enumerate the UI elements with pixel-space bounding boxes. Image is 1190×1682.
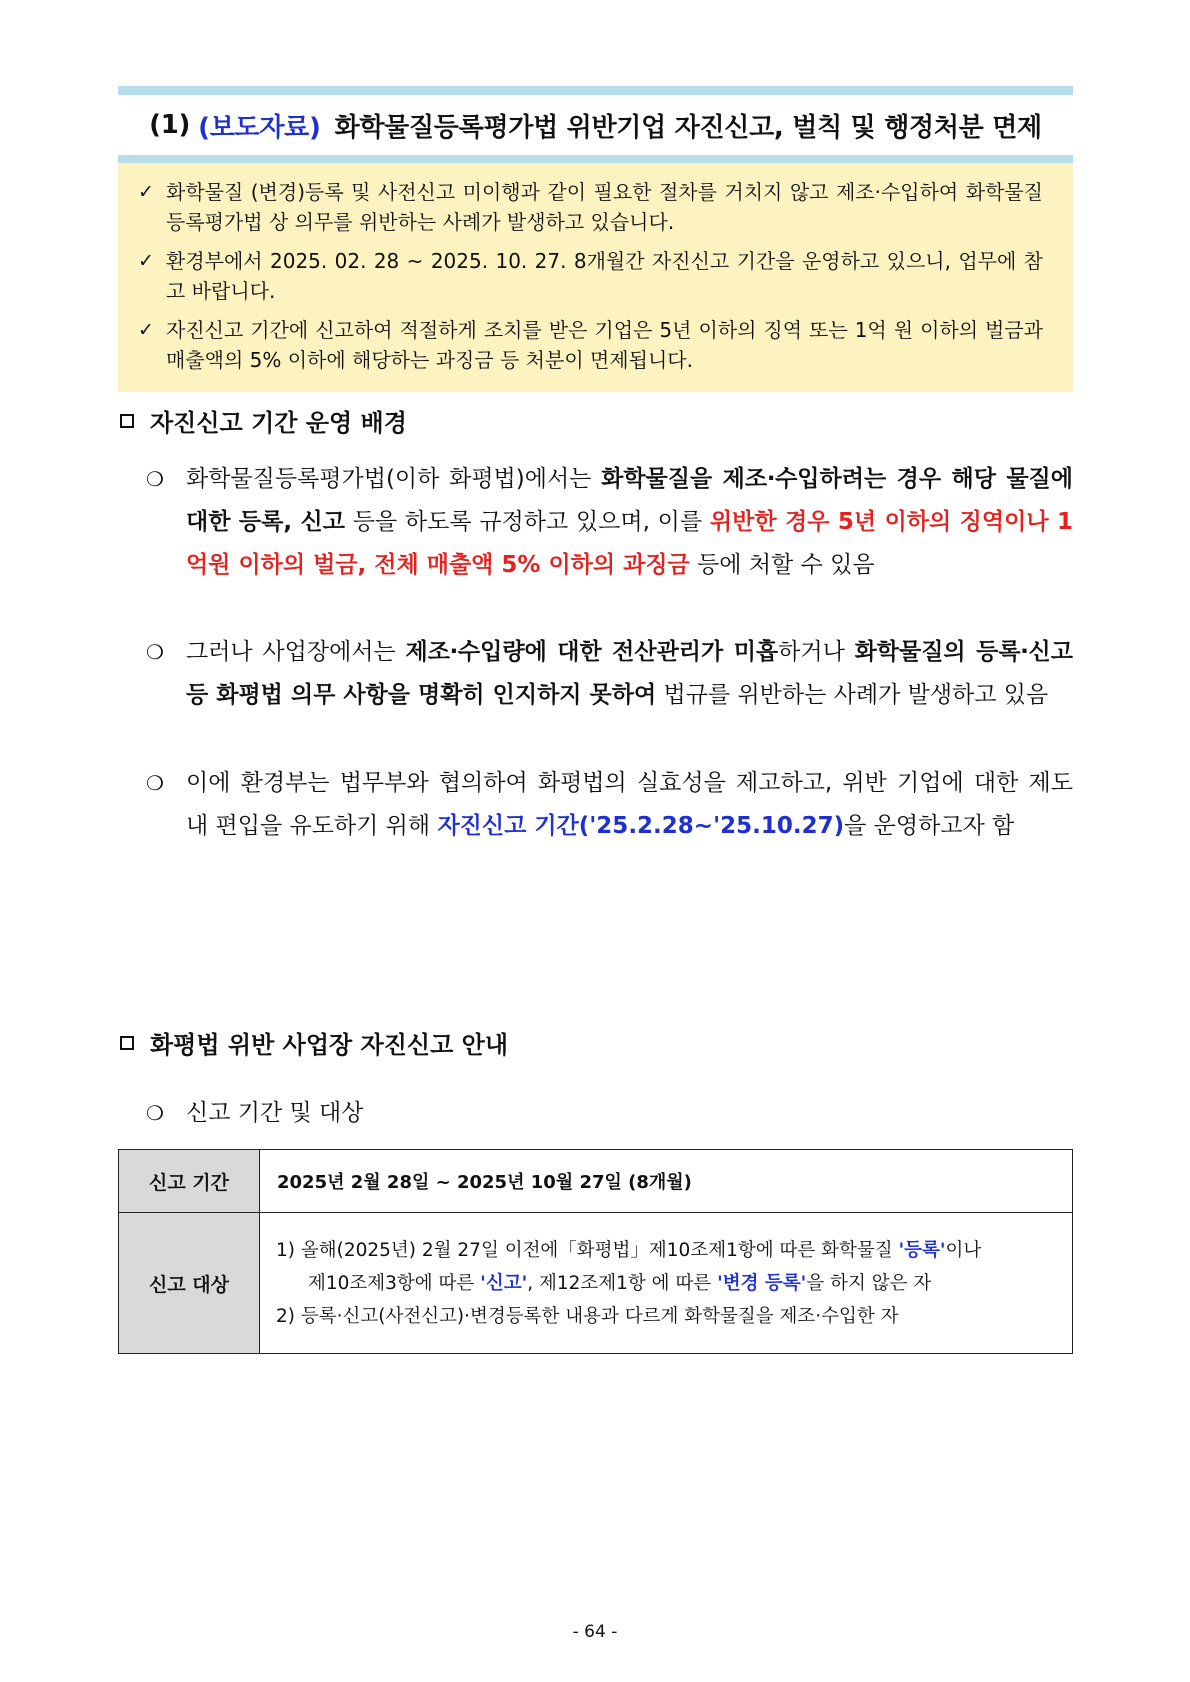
title-main: 화학물질등록평가법 위반기업 자진신고, 벌칙 및 행정처분 면제 <box>334 112 1042 143</box>
summary-text: 화학물질 (변경)등록 및 사전신고 미이행과 같이 필요한 절차를 거치지 않고 제조‧수입하여 화학물질등록평가법 상 의무를 위반하는 사례가 발생하고 있습니다. <box>166 180 1043 234</box>
title-band <box>118 86 1073 164</box>
paragraph-background-2 <box>146 631 1073 717</box>
summary-box <box>118 163 1073 392</box>
section-heading-guide <box>120 1025 508 1060</box>
paragraph-text <box>186 762 1073 848</box>
target-line: 2) 등록‧신고(사전신고)‧변경등록한 내용과 다르게 화학물질을 제조‧수입한 자 <box>276 1305 899 1327</box>
text-run-blue: '신고' <box>480 1272 528 1294</box>
report-info-table <box>118 1149 1073 1354</box>
text-run: 화학물질등록평가법(이하 화평법)에서는 <box>186 466 602 492</box>
check-icon: ✓ <box>138 181 154 203</box>
paragraph-background-3 <box>146 762 1073 848</box>
paragraph-text: 신고 기간 및 대상 <box>186 1100 364 1126</box>
table-row <box>119 1150 1073 1213</box>
text-run: 그러나 사업장에서는 <box>186 639 406 665</box>
target-line <box>276 1267 1062 1300</box>
text-run: 등에 처할 수 있음 <box>689 552 875 578</box>
paragraph-background-1 <box>146 458 1073 587</box>
title-top-bar <box>118 86 1073 95</box>
checkbox-square-icon <box>120 414 134 428</box>
text-run-bold: 화학물질을 제조‧수입하려는 경우 해당 물질에 대한 등록, 신고 <box>186 466 1073 535</box>
summary-item <box>138 246 1043 306</box>
summary-text: 환경부에서 2025. 02. 28 ~ 2025. 10. 27. 8개월간 자진신고 기간을 운영하고 있으니, 업무에 참고 바랍니다. <box>166 249 1043 303</box>
text-run-blue: '등록' <box>898 1239 946 1261</box>
text-run-red: 위반한 경우 5년 이하의 징역이나 1억원 이하의 벌금, 전체 매출액 5% 이하의 과징금 <box>186 509 1074 578</box>
circle-bullet-icon: ❍ <box>146 640 164 664</box>
text-run: 이나 <box>945 1239 982 1261</box>
text-run: 등을 하도록 규정하고 있으며, 이를 <box>344 509 710 535</box>
text-run: 이에 환경부는 법무부와 협의하여 화평법의 실효성을 제고하고, 위반 기업에 대한 제도 내 편입을 유도하기 위해 <box>186 770 1073 839</box>
page-number: - 64 - <box>572 1622 618 1642</box>
text-run-blue: '변경 등록' <box>717 1272 807 1294</box>
text-run: 을 하지 않은 자 <box>806 1272 932 1294</box>
check-icon: ✓ <box>138 250 154 272</box>
section-heading-background <box>120 403 407 438</box>
sub-item-period-target <box>146 1092 1073 1135</box>
text-run: , 제12조제1항 에 따른 <box>527 1272 718 1294</box>
text-run: 법규를 위반하는 사례가 발생하고 있음 <box>656 682 1049 708</box>
target-label: 신고 대상 <box>119 1213 260 1354</box>
circle-bullet-icon: ❍ <box>146 467 164 491</box>
paragraph-text <box>186 631 1073 717</box>
text-run-blue: 자진신고 기간('25.2.28~'25.10.27) <box>437 813 845 839</box>
text-run: 제10조제3항에 따른 <box>308 1272 481 1294</box>
period-label: 신고 기간 <box>119 1150 260 1213</box>
circle-bullet-icon: ❍ <box>146 1101 164 1125</box>
summary-text: 자진신고 기간에 신고하여 적절하게 조치를 받은 기업은 5년 이하의 징역 또는 1억 원 이하의 벌금과 매출액의 5% 이하에 해당하는 과징금 등 처분이 면제됩니다. <box>166 318 1043 372</box>
summary-item <box>138 177 1043 237</box>
target-value <box>260 1213 1073 1354</box>
title-prefix: (1) <box>149 110 191 140</box>
section-heading-text: 자진신고 기간 운영 배경 <box>150 409 407 437</box>
text-run: 을 운영하고자 함 <box>844 813 1015 839</box>
circle-bullet-icon: ❍ <box>146 771 164 795</box>
summary-item <box>138 315 1043 375</box>
check-icon: ✓ <box>138 319 154 341</box>
text-run-bold: 제조‧수입량에 대한 전산관리가 미흡 <box>405 639 779 665</box>
section-heading-text: 화평법 위반 사업장 자진신고 안내 <box>150 1031 508 1059</box>
checkbox-square-icon <box>120 1036 134 1050</box>
paragraph-text <box>186 458 1073 587</box>
text-run: 1) 올해(2025년) 2월 27일 이전에「화평법」제10조제1항에 따른 화학물질 <box>276 1239 899 1261</box>
title-tag: (보도자료) <box>198 112 321 143</box>
page-title <box>118 95 1073 155</box>
text-run-bold: 화학물질의 등록‧신고 등 화평법 의무 사항을 명확히 인지하지 못하여 <box>186 639 1073 708</box>
text-run: 하거나 <box>778 639 855 665</box>
period-value: 2025년 2월 28일 ~ 2025년 10월 27일 (8개월) <box>260 1150 1073 1213</box>
table-row <box>119 1213 1073 1354</box>
target-line <box>276 1234 1062 1267</box>
